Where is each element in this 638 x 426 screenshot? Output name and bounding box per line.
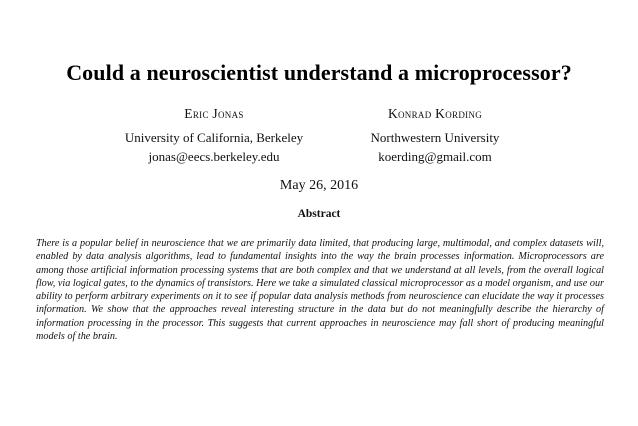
author-1-name: Eric Jonas bbox=[184, 106, 244, 121]
author-2-name: Konrad Kording bbox=[387, 106, 483, 121]
author-2-email: koerding@gmail.com bbox=[378, 149, 492, 164]
paper-title: Could a neuroscientist understand a microprocessor? bbox=[66, 60, 572, 85]
author-block bbox=[0, 104, 638, 164]
author-2 bbox=[320, 104, 550, 166]
abstract-text: There is a popular belief in neuroscience that we are primarily data limited, that producing large, multimodal, and complex datasets will, enabled by data analysis algorithms, lead to fundamental insights into the way the brain processes information. Microprocessors are among those artificial information processing systems that are both complex and that we understand at all levels, from the overall logical flow, via logical gates, to the dynamics of transistors. Here we take a simulated classical microprocessor as a model organism, and use our ability to perform arbitrary experiments on it to see if popular data analysis methods from neuroscience can elucidate the way it processes information. We show that the approaches reveal interesting structure in the data but do not meaningfully describe the hierarchy of information processing in the processor. This suggests that current approaches in neuroscience may fall short of producing meaningful models of the brain. bbox=[36, 238, 604, 343]
author-2-affiliation: Northwestern University bbox=[370, 130, 500, 145]
publication-date: May 26, 2016 bbox=[279, 178, 359, 193]
author-1-affiliation: University of California, Berkeley bbox=[124, 130, 304, 145]
author-1-email: jonas@eecs.berkeley.edu bbox=[148, 149, 280, 164]
abstract-heading: Abstract bbox=[297, 208, 341, 220]
author-1 bbox=[99, 104, 329, 166]
